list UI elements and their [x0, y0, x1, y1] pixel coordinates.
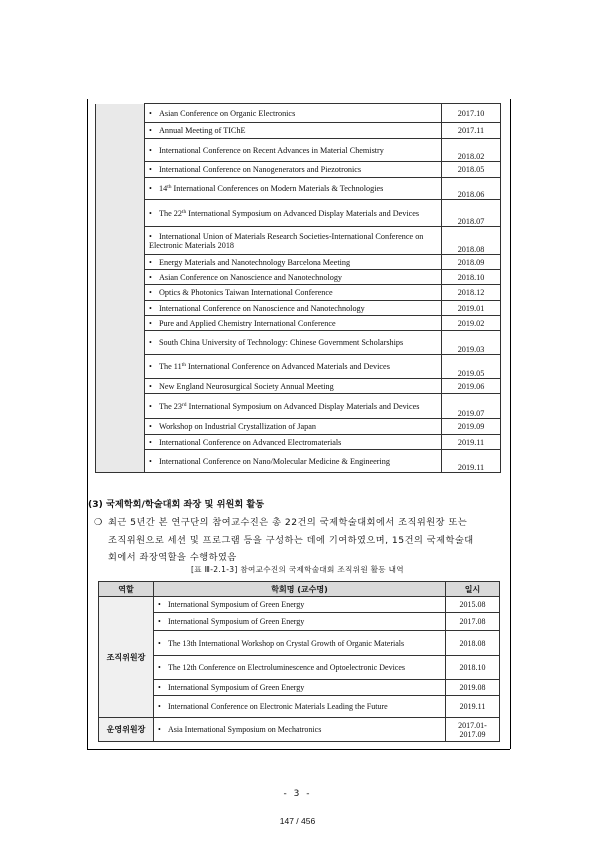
bullet-icon: •	[149, 362, 152, 371]
bullet-icon: •	[158, 663, 161, 672]
conference-row	[96, 419, 501, 435]
frame-bottom-rule	[87, 749, 510, 750]
conference-row	[96, 162, 501, 178]
table-caption: [표 Ⅲ-2.1-3] 참여교수진의 국제학술대회 조직위원 활동 내역	[191, 565, 404, 574]
conference-row	[96, 450, 501, 473]
org-row-name: • The 12th Conference on Electroluminescence and Optoelectronic Devices	[154, 656, 446, 680]
org-row-date: 2018.08	[446, 631, 500, 656]
org-row-name: • Asia International Symposium on Mechatronics	[154, 718, 446, 742]
conference-row	[96, 139, 501, 162]
bullet-icon: •	[149, 145, 152, 155]
conference-date: 2018.06	[442, 178, 501, 200]
conference-table	[95, 103, 501, 473]
bullet-icon: •	[149, 108, 152, 118]
conference-name: • Workshop on Industrial Crystallization of Japan	[145, 419, 442, 435]
org-table-row	[99, 680, 500, 696]
header-role: 역할	[99, 582, 154, 597]
conference-name: • The 22th International Symposium on Advanced Display Materials and Devices	[145, 200, 442, 227]
bullet-icon: •	[158, 617, 161, 626]
conference-row	[96, 200, 501, 227]
bullet-icon: •	[149, 401, 152, 411]
section-title: (3) 국제학회/학술대회 좌장 및 위원회 활동	[88, 499, 265, 510]
conference-date: 2018.08	[442, 227, 501, 255]
conference-name: • International Conference on Nanoscience and Nanotechnology	[145, 301, 442, 316]
bullet-icon: •	[149, 184, 152, 193]
conference-name: • Pure and Applied Chemistry International Conference	[145, 316, 442, 331]
conference-row	[96, 270, 501, 285]
bullet-icon: •	[158, 600, 161, 609]
org-row-name: • The 13th International Workshop on Crystal Growth of Organic Materials	[154, 631, 446, 656]
conference-date: 2018.02	[442, 139, 501, 162]
conference-date: 2018.10	[442, 270, 501, 285]
conference-row	[96, 255, 501, 270]
bullet-icon: •	[149, 318, 152, 328]
category-cell	[96, 104, 145, 473]
org-row-name: • International Symposium of Green Energy	[154, 597, 446, 613]
conference-name: • South China University of Technology: Chinese Government Scholarships	[145, 331, 442, 355]
pdf-page-counter: 147 / 456	[279, 816, 316, 826]
conference-name: • The 23rd International Symposium on Advanced Display Materials and Devices	[145, 394, 442, 419]
conference-name: • 14th International Conferences on Modern Materials & Technologies	[145, 178, 442, 200]
conference-date: 2019.05	[442, 355, 501, 379]
conference-date: 2018.07	[442, 200, 501, 227]
bullet-icon: •	[158, 638, 161, 648]
conference-name: • International Conference on Advanced Electromaterials	[145, 435, 442, 450]
conference-name: • Asian Conference on Nanoscience and Nanotechnology	[145, 270, 442, 285]
conference-date: 2019.01	[442, 301, 501, 316]
conference-name: • The 11th International Conference on Advanced Materials and Devices	[145, 355, 442, 379]
organizing-committee-table	[98, 581, 500, 742]
bullet-icon: •	[149, 126, 152, 135]
conference-name: • International Conference on Nanogenerators and Piezotronics	[145, 162, 442, 178]
bullet-icon: •	[149, 381, 152, 391]
bullet-icon: •	[149, 231, 152, 241]
org-table-row	[99, 613, 500, 631]
paragraph-line-3: 회에서 좌장역할을 수행하였음	[108, 552, 237, 563]
bullet-icon: •	[149, 272, 152, 282]
conference-row	[96, 355, 501, 379]
conference-date: 2019.03	[442, 331, 501, 355]
bullet-icon: •	[149, 338, 152, 347]
conference-row	[96, 379, 501, 394]
bullet-icon: •	[149, 437, 152, 447]
conference-name: • International Union of Materials Research Societies-International Conference on Electronic Materials 2018	[145, 227, 442, 255]
bullet-icon: •	[158, 702, 161, 711]
conference-row	[96, 331, 501, 355]
role-steering-chair: 운영위원장	[99, 718, 154, 742]
org-row-date: 2019.08	[446, 680, 500, 696]
conference-name: • Asian Conference on Organic Electronics	[145, 104, 442, 123]
org-table-row	[99, 597, 500, 613]
paragraph-line-1: 최근 5년간 본 연구단의 참여교수진은 총 22건의 국제학술대회에서 조직위원장 또는	[108, 517, 468, 528]
conference-row	[96, 104, 501, 123]
paragraph-bullet-icon: ❍	[94, 517, 103, 528]
conference-date: 2018.05	[442, 162, 501, 178]
org-row-date: 2018.10	[446, 656, 500, 680]
org-row-date: 2019.11	[446, 696, 500, 718]
conference-row	[96, 178, 501, 200]
conference-name: • Energy Materials and Nanotechnology Barcelona Meeting	[145, 255, 442, 270]
bullet-icon: •	[149, 288, 152, 297]
conference-date: 2019.09	[442, 419, 501, 435]
bullet-icon: •	[149, 456, 152, 466]
conference-date: 2018.12	[442, 285, 501, 301]
conference-name: • Annual Meeting of TIChE	[145, 123, 442, 139]
conference-date: 2019.02	[442, 316, 501, 331]
page-number: - 3 -	[283, 789, 312, 799]
header-date: 일시	[446, 582, 500, 597]
org-table-row	[99, 696, 500, 718]
conference-row	[96, 301, 501, 316]
conference-row	[96, 123, 501, 139]
conference-date: 2019.06	[442, 379, 501, 394]
conference-name: • Optics & Photonics Taiwan International Conference	[145, 285, 442, 301]
conference-date: 2018.09	[442, 255, 501, 270]
org-table-header-row	[99, 582, 500, 597]
org-row-name: • International Symposium of Green Energy	[154, 613, 446, 631]
org-table-row	[99, 718, 500, 742]
conference-date: 2017.10	[442, 104, 501, 123]
org-row-name: • International Symposium of Green Energy	[154, 680, 446, 696]
conference-row	[96, 316, 501, 331]
org-table-row	[99, 656, 500, 680]
bullet-icon: •	[158, 725, 161, 734]
conference-date: 2019.11	[442, 450, 501, 473]
org-row-date: 2015.08	[446, 597, 500, 613]
org-row-date: 2017.08	[446, 613, 500, 631]
org-table-row	[99, 631, 500, 656]
conference-name: • New England Neurosurgical Society Annual Meeting	[145, 379, 442, 394]
conference-name: • International Conference on Recent Advances in Material Chemistry	[145, 139, 442, 162]
org-row-name: • International Conference on Electronic Materials Leading the Future	[154, 696, 446, 718]
conference-date: 2017.11	[442, 123, 501, 139]
org-row-date: 2017.01- 2017.09	[446, 718, 500, 742]
bullet-icon: •	[149, 422, 152, 431]
header-conference-name: 학회명 (교수명)	[154, 582, 446, 597]
bullet-icon: •	[149, 303, 152, 313]
bullet-icon: •	[149, 208, 152, 218]
bullet-icon: •	[158, 683, 161, 692]
conference-row	[96, 394, 501, 419]
conference-name: • International Conference on Nano/Molecular Medicine & Engineering	[145, 450, 442, 473]
bullet-icon: •	[149, 165, 152, 174]
paragraph-line-2: 조직위원으로 세션 및 프로그램 등을 구성하는 데에 기여하였으며, 15건의 국제학술대	[108, 534, 474, 546]
conference-date: 2019.07	[442, 394, 501, 419]
bullet-icon: •	[149, 257, 152, 267]
conference-date: 2019.11	[442, 435, 501, 450]
conference-row	[96, 285, 501, 301]
section-paragraph	[94, 514, 504, 567]
conference-row	[96, 435, 501, 450]
conference-row	[96, 227, 501, 255]
role-organizing-chair: 조직위원장	[99, 597, 154, 718]
